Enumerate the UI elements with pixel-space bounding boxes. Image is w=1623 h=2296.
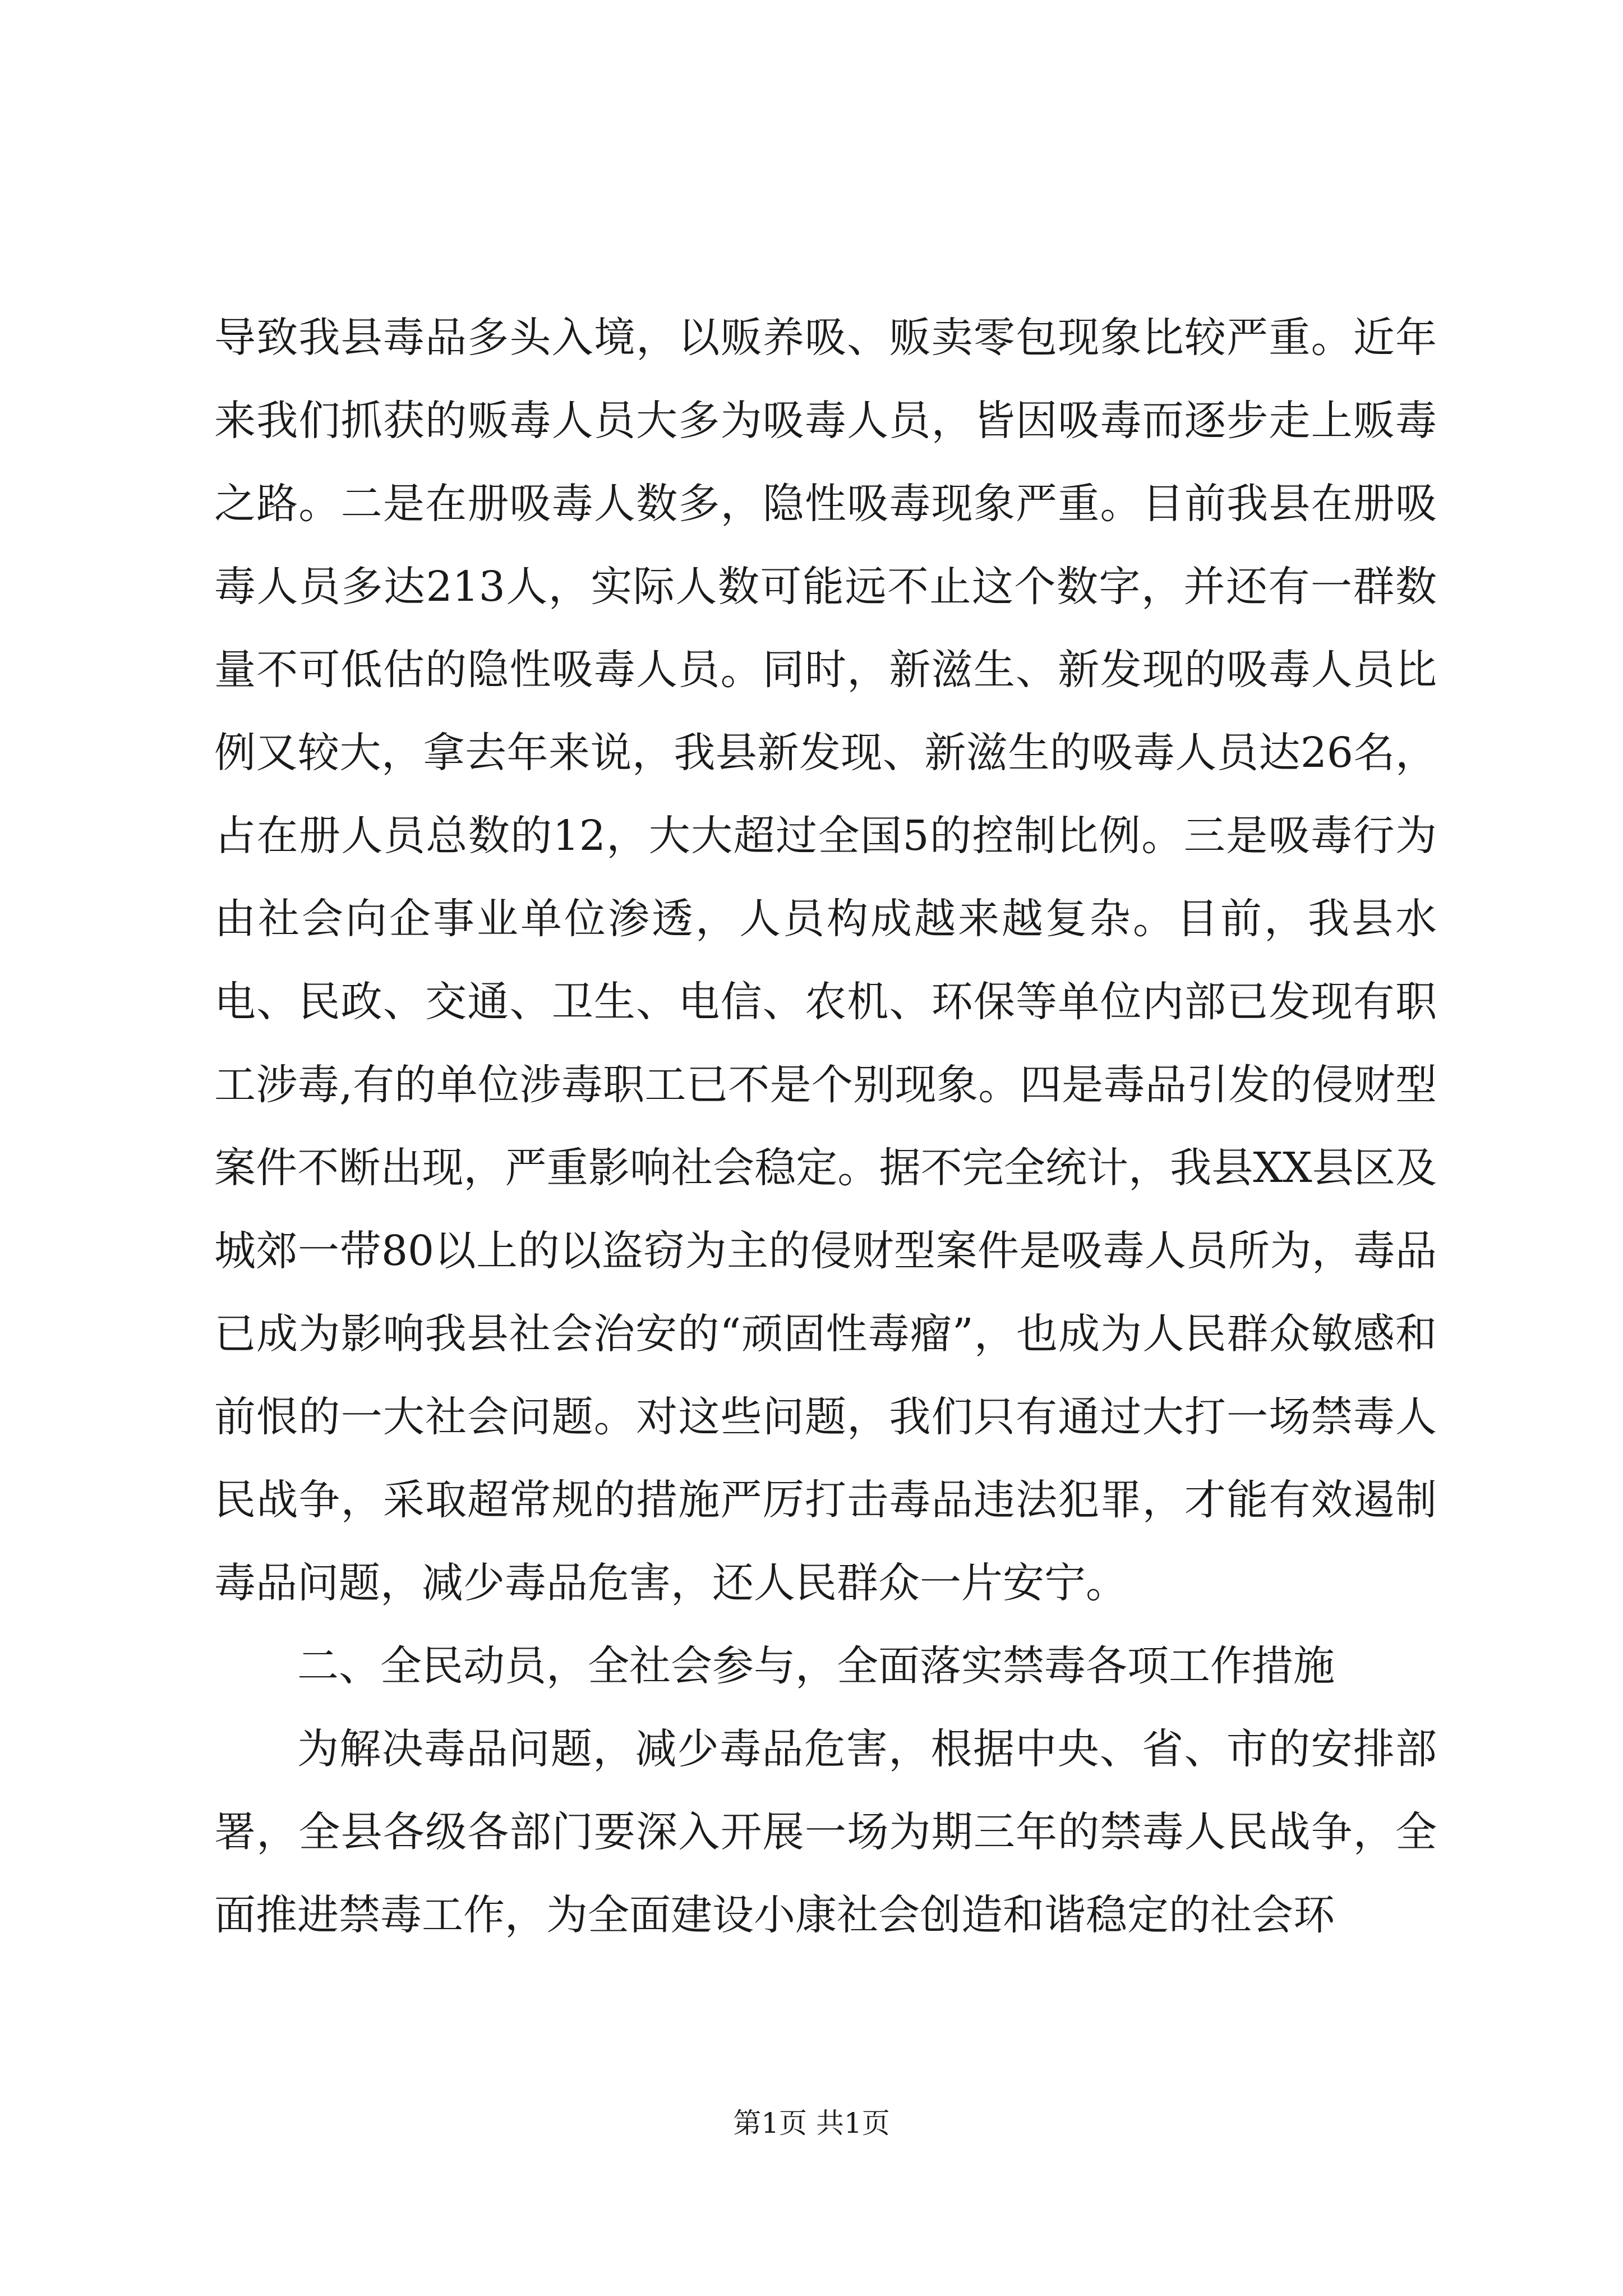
page-footer: 第1页 共1页 [733,2107,890,2139]
body-paragraph-2: 为解决毒品问题，减少毒品危害，根据中央、省、市的安排部署，全县各级各部门要深入开展一场为期三年的禁毒人民战争，全面推进禁毒工作，为全面建设小康社会创造和谐稳定的社会环 [214,1725,1437,1939]
document-body [214,296,1437,1957]
body-paragraph-1: 导致我县毒品多头入境，以贩养吸、贩卖零包现象比较严重。近年来我们抓获的贩毒人员大多为吸毒人员，皆因吸毒而逐步走上贩毒之路。二是在册吸毒人数多，隐性吸毒现象严重。目前我县在册吸毒人员多达213人，实际人数可能远不止这个数字，并还有一群数量不可低估的隐性吸毒人员。同时，新滋生、新发现的吸毒人员比例又较大，拿去年来说，我县新发现、新滋生的吸毒人员达26名，占在册人员总数的12，大大超过全国5的控制比例。三是吸毒行为由社会向企事业单位渗透，人员构成越来越复杂。目前，我县水电、民政、交通、卫生、电信、农机、环保等单位内部已发现有职工涉毒,有的单位涉毒职工已不是个别现象。四是毒品引发的侵财型案件不断出现，严重影响社会稳定。据不完全统计，我县XX县区及城郊一带80以上的以盗窃为主的侵财型案件是吸毒人员所为，毒品已成为影响我县社会治安的“顽固性毒瘤”，也成为人民群众敏感和前恨的一大社会问题。对这些问题，我们只有通过大打一场禁毒人民战争，采取超常规的措施严厉打击毒品违法犯罪，才能有效遏制毒品问题，减少毒品危害，还人民群众一片安宁。 [214,314,1437,1607]
section-heading: 二、全民动员，全社会参与，全面落实禁毒各项工作措施 [297,1642,1335,1690]
